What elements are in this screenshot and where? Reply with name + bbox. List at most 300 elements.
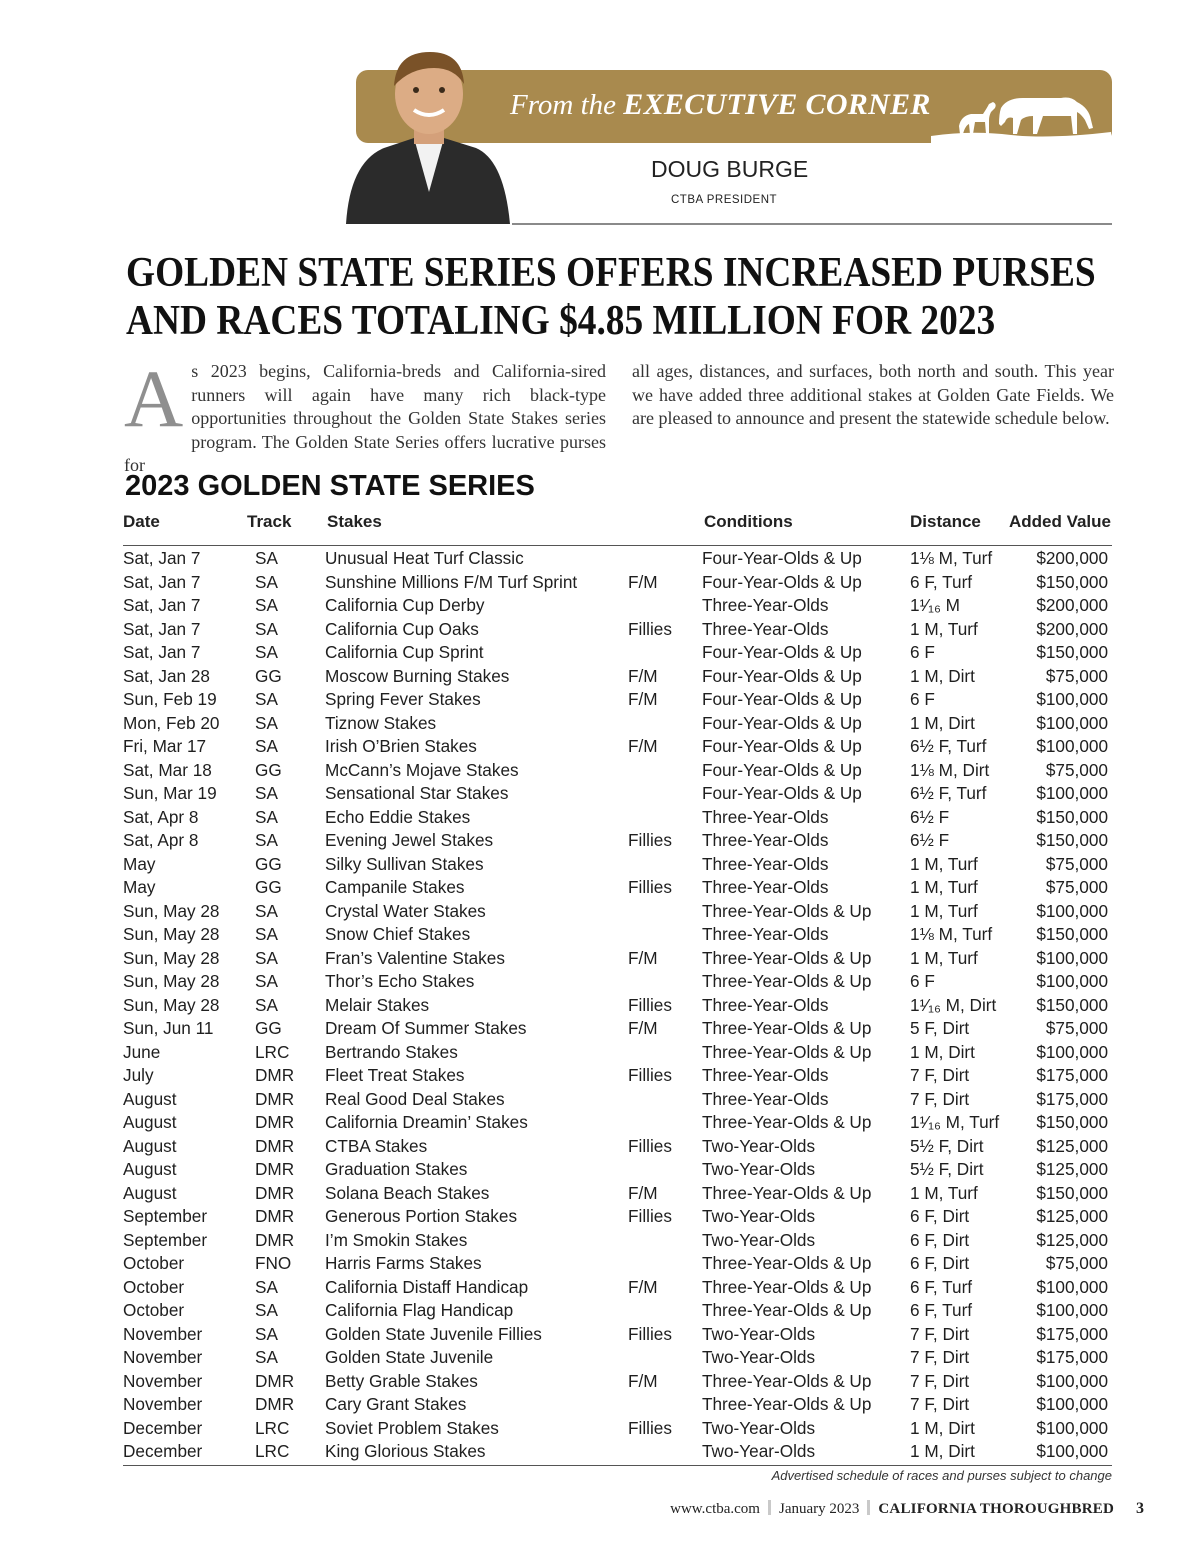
cell-stakes: Moscow Burning Stakes — [325, 665, 510, 686]
cell-track: LRC — [255, 1417, 290, 1438]
cell-stakes: Campanile Stakes — [325, 877, 465, 897]
cell-added-value: $125,000 — [1036, 1229, 1108, 1250]
cell-conditions: Two-Year-Olds — [702, 1417, 816, 1438]
cell-conditions: Four-Year-Olds & Up — [702, 783, 862, 803]
cell-track: SA — [255, 571, 278, 592]
cell-stakes: Real Good Deal Stakes — [325, 1088, 505, 1109]
cell-date: November — [123, 1394, 203, 1414]
cell-sex: Fillies — [628, 1135, 672, 1156]
table-row — [123, 1229, 1112, 1253]
cell-distance: 5½ F, Dirt — [910, 1135, 984, 1156]
cell-date: Sat, Jan 7 — [123, 571, 201, 592]
article-headline — [126, 249, 1096, 345]
cell-conditions: Three-Year-Olds — [702, 830, 829, 850]
cell-distance: 1⅛ M, Dirt — [910, 759, 990, 780]
cell-stakes: Graduation Stakes — [325, 1159, 468, 1179]
cell-date: Mon, Feb 20 — [123, 712, 220, 733]
header-rule — [123, 545, 1112, 546]
table-row — [123, 1088, 1112, 1112]
cell-date: Sat, Jan 28 — [123, 665, 210, 686]
cell-stakes: California Cup Oaks — [325, 618, 479, 639]
cell-stakes: King Glorious Stakes — [325, 1441, 486, 1461]
author-name: DOUG BURGE — [651, 156, 809, 182]
header-date: Date — [123, 512, 160, 531]
table-row — [123, 571, 1112, 595]
cell-track: LRC — [255, 1441, 290, 1461]
author-role: CTBA PRESIDENT — [671, 194, 778, 206]
header-stakes: Stakes — [327, 512, 382, 531]
cell-added-value: $100,000 — [1036, 1441, 1108, 1461]
cell-stakes: Echo Eddie Stakes — [325, 806, 471, 827]
table-row — [123, 547, 1112, 571]
cell-track: SA — [255, 736, 278, 756]
cell-added-value: $175,000 — [1036, 1065, 1108, 1085]
cell-stakes: Sensational Star Stakes — [325, 783, 509, 803]
cell-distance: 6½ F, Turf — [910, 783, 987, 803]
cell-sex: F/M — [628, 947, 658, 968]
cell-distance: 5 F, Dirt — [910, 1018, 970, 1038]
cell-conditions: Three-Year-Olds & Up — [702, 1370, 872, 1391]
table-row — [123, 1205, 1112, 1229]
cell-track: SA — [255, 783, 278, 803]
header-divider — [512, 223, 1112, 225]
cell-track: SA — [255, 642, 278, 662]
cell-conditions: Three-Year-Olds & Up — [702, 1182, 872, 1203]
table-row — [123, 947, 1112, 971]
cell-sex: F/M — [628, 736, 658, 756]
cell-added-value: $75,000 — [1045, 1253, 1108, 1273]
table-row — [123, 1323, 1112, 1347]
cell-stakes: Golden State Juvenile — [325, 1347, 494, 1367]
table-row — [123, 759, 1112, 783]
cell-added-value: $100,000 — [1036, 1394, 1108, 1414]
cell-conditions: Four-Year-Olds & Up — [702, 759, 862, 780]
table-row — [123, 1041, 1112, 1065]
cell-conditions: Three-Year-Olds & Up — [702, 1300, 872, 1320]
cell-track: DMR — [255, 1159, 295, 1179]
table-row — [123, 1440, 1112, 1464]
headline-line-1: GOLDEN STATE SERIES OFFERS INCREASED PURSES — [126, 250, 1096, 296]
cell-track: SA — [255, 1276, 278, 1297]
cell-added-value: $175,000 — [1036, 1088, 1108, 1109]
cell-stakes: McCann’s Mojave Stakes — [325, 759, 519, 780]
cell-track: DMR — [255, 1112, 295, 1132]
cell-conditions: Four-Year-Olds & Up — [702, 571, 862, 592]
cell-stakes: Betty Grable Stakes — [325, 1370, 478, 1391]
banner-title — [510, 88, 931, 122]
table-row — [123, 688, 1112, 712]
cell-distance: 1 M, Turf — [910, 618, 978, 639]
cell-distance: 1¹⁄₁₆ M, Dirt — [910, 994, 997, 1015]
page-number: 3 — [1136, 1500, 1144, 1517]
cell-conditions: Two-Year-Olds — [702, 1135, 816, 1156]
cell-added-value: $75,000 — [1045, 1018, 1108, 1038]
cell-track: SA — [255, 548, 278, 568]
cell-track: GG — [255, 665, 282, 686]
cell-sex: Fillies — [628, 1323, 672, 1344]
cell-distance: 7 F, Dirt — [910, 1394, 970, 1414]
cell-added-value: $100,000 — [1036, 1417, 1108, 1438]
table-row — [123, 1111, 1112, 1135]
cell-added-value: $100,000 — [1036, 1300, 1108, 1320]
table-row — [123, 853, 1112, 877]
cell-conditions: Three-Year-Olds — [702, 1065, 829, 1085]
cell-distance: 1¹⁄₁₆ M — [910, 595, 960, 615]
cell-added-value: $150,000 — [1036, 1182, 1108, 1203]
cell-conditions: Three-Year-Olds & Up — [702, 1041, 872, 1062]
table-row — [123, 994, 1112, 1018]
drop-cap: A — [124, 353, 184, 444]
table-row — [123, 1135, 1112, 1159]
table-row — [123, 1252, 1112, 1276]
cell-track: DMR — [255, 1206, 295, 1226]
cell-date: December — [123, 1441, 203, 1461]
cell-added-value: $75,000 — [1045, 759, 1108, 780]
cell-added-value: $100,000 — [1036, 736, 1108, 756]
cell-track: SA — [255, 900, 278, 921]
cell-added-value: $100,000 — [1036, 689, 1108, 709]
cell-added-value: $150,000 — [1036, 994, 1108, 1015]
cell-conditions: Three-Year-Olds — [702, 994, 829, 1015]
cell-distance: 1 M, Dirt — [910, 1041, 975, 1062]
cell-conditions: Four-Year-Olds & Up — [702, 712, 862, 733]
cell-date: Sun, May 28 — [123, 994, 220, 1015]
cell-date: August — [123, 1159, 177, 1179]
cell-track: SA — [255, 830, 278, 850]
cell-added-value: $150,000 — [1036, 571, 1108, 592]
cell-conditions: Three-Year-Olds — [702, 618, 829, 639]
cell-track: SA — [255, 947, 278, 968]
cell-conditions: Three-Year-Olds — [702, 853, 829, 874]
cell-track: FNO — [255, 1253, 292, 1273]
cell-date: Sat, Jan 7 — [123, 618, 201, 639]
cell-distance: 7 F, Dirt — [910, 1088, 970, 1109]
cell-date: May — [123, 877, 156, 897]
cell-stakes: Bertrando Stakes — [325, 1041, 458, 1062]
table-row — [123, 665, 1112, 689]
headline-line-2: AND RACES TOTALING $4.85 MILLION FOR 2023 — [126, 298, 996, 344]
footer-publication: CALIFORNIA THOROUGHBRED — [878, 1501, 1114, 1517]
cell-stakes: Cary Grant Stakes — [325, 1394, 467, 1414]
cell-sex: F/M — [628, 1018, 658, 1038]
cell-distance: 1 M, Turf — [910, 877, 978, 897]
cell-stakes: Soviet Problem Stakes — [325, 1417, 499, 1438]
cell-conditions: Four-Year-Olds & Up — [702, 665, 862, 686]
cell-stakes: Golden State Juvenile Fillies — [325, 1323, 542, 1344]
cell-stakes: Snow Chief Stakes — [325, 924, 471, 944]
cell-sex: Fillies — [628, 618, 672, 639]
cell-distance: 1 M, Dirt — [910, 712, 975, 733]
cell-conditions: Four-Year-Olds & Up — [702, 689, 862, 709]
cell-track: LRC — [255, 1041, 290, 1062]
table-row — [123, 970, 1112, 994]
cell-distance: 1 M, Turf — [910, 853, 978, 874]
cell-distance: 6½ F, Turf — [910, 736, 987, 756]
header-track: Track — [247, 512, 292, 531]
cell-added-value: $150,000 — [1036, 806, 1108, 827]
table-row — [123, 594, 1112, 618]
cell-track: SA — [255, 595, 278, 615]
cell-date: Sat, Jan 7 — [123, 548, 201, 568]
cell-date: Sun, May 28 — [123, 947, 220, 968]
portrait-photo — [344, 42, 514, 224]
cell-stakes: California Dreamin’ Stakes — [325, 1112, 528, 1132]
cell-stakes: Solana Beach Stakes — [325, 1182, 490, 1203]
cell-stakes: Dream Of Summer Stakes — [325, 1018, 527, 1038]
cell-track: DMR — [255, 1370, 295, 1391]
table-row — [123, 1417, 1112, 1441]
cell-distance: 1 M, Turf — [910, 900, 978, 921]
cell-conditions: Three-Year-Olds & Up — [702, 1394, 872, 1414]
cell-date: Sun, Jun 11 — [123, 1018, 214, 1038]
header-conditions: Conditions — [704, 512, 793, 531]
table-row — [123, 1276, 1112, 1300]
cell-distance: 6 F — [910, 971, 935, 991]
cell-distance: 6 F — [910, 642, 935, 662]
table-row — [123, 876, 1112, 900]
cell-conditions: Three-Year-Olds — [702, 1088, 829, 1109]
cell-conditions: Three-Year-Olds — [702, 806, 829, 827]
cell-added-value: $125,000 — [1036, 1159, 1108, 1179]
table-row — [123, 735, 1112, 759]
cell-conditions: Three-Year-Olds & Up — [702, 971, 872, 991]
cell-stakes: Fleet Treat Stakes — [325, 1065, 465, 1085]
banner-heading: EXECUTIVE CORNER — [623, 88, 931, 121]
cell-added-value: $100,000 — [1036, 712, 1108, 733]
cell-added-value: $150,000 — [1036, 642, 1108, 662]
cell-stakes: California Cup Derby — [325, 595, 485, 615]
cell-track: GG — [255, 1018, 282, 1038]
cell-distance: 1⅛ M, Turf — [910, 924, 993, 944]
cell-date: Fri, Mar 17 — [123, 736, 207, 756]
cell-conditions: Four-Year-Olds & Up — [702, 642, 862, 662]
table-row — [123, 1017, 1112, 1041]
cell-date: Sun, May 28 — [123, 924, 220, 944]
cell-track: DMR — [255, 1135, 295, 1156]
cell-track: SA — [255, 924, 278, 944]
cell-stakes: Evening Jewel Stakes — [325, 830, 494, 850]
cell-conditions: Four-Year-Olds & Up — [702, 736, 862, 756]
cell-conditions: Three-Year-Olds & Up — [702, 900, 872, 921]
cell-date: Sat, Jan 7 — [123, 642, 201, 662]
cell-track: GG — [255, 877, 282, 897]
schedule-footnote: Advertised schedule of races and purses subject to change — [771, 1468, 1112, 1483]
cell-distance: 1 M, Turf — [910, 1182, 978, 1203]
table-row — [123, 923, 1112, 947]
cell-conditions: Three-Year-Olds — [702, 595, 829, 615]
cell-distance: 6½ F — [910, 830, 950, 850]
cell-date: July — [123, 1065, 154, 1085]
cell-date: November — [123, 1370, 203, 1391]
cell-stakes: Fran’s Valentine Stakes — [325, 947, 505, 968]
cell-distance: 6½ F — [910, 806, 950, 827]
table-row — [123, 1064, 1112, 1088]
footer-separator — [768, 1500, 771, 1515]
cell-stakes: I’m Smokin Stakes — [325, 1229, 468, 1250]
intro-paragraph-right: all ages, distances, and surfaces, both north and south. This year we have added three additional stakes at Golden Gate Fields. We are pleased to announce and present the statewide schedule below. — [632, 361, 1114, 429]
cell-distance: 1¹⁄₁₆ M, Turf — [910, 1112, 1000, 1132]
cell-date: May — [123, 853, 156, 874]
schedule-rows — [123, 547, 1112, 1464]
cell-sex: Fillies — [628, 1065, 672, 1085]
cell-track: GG — [255, 759, 282, 780]
cell-distance: 1 M, Dirt — [910, 1441, 975, 1461]
cell-added-value: $100,000 — [1036, 971, 1108, 991]
footer-website[interactable]: www.ctba.com — [670, 1501, 760, 1517]
cell-added-value: $200,000 — [1036, 595, 1108, 615]
cell-distance: 6 F, Dirt — [910, 1206, 970, 1226]
cell-conditions: Three-Year-Olds & Up — [702, 1018, 872, 1038]
cell-stakes: Generous Portion Stakes — [325, 1206, 518, 1226]
cell-date: Sat, Apr 8 — [123, 830, 199, 850]
table-row — [123, 829, 1112, 853]
cell-added-value: $150,000 — [1036, 1112, 1108, 1132]
cell-stakes: California Flag Handicap — [325, 1300, 514, 1320]
table-header — [123, 512, 1112, 536]
cell-date: Sun, Feb 19 — [123, 689, 217, 709]
banner-prefix: From the — [510, 89, 617, 121]
cell-added-value: $150,000 — [1036, 924, 1108, 944]
cell-stakes: Unusual Heat Turf Classic — [325, 548, 524, 568]
cell-stakes: Crystal Water Stakes — [325, 900, 486, 921]
cell-conditions: Three-Year-Olds & Up — [702, 947, 872, 968]
cell-date: August — [123, 1112, 177, 1132]
table-row — [123, 900, 1112, 924]
cell-sex: Fillies — [628, 830, 672, 850]
table-row — [123, 806, 1112, 830]
cell-added-value: $100,000 — [1036, 947, 1108, 968]
cell-track: SA — [255, 689, 278, 709]
cell-added-value: $150,000 — [1036, 830, 1108, 850]
cell-sex: F/M — [628, 1276, 658, 1297]
cell-distance: 7 F, Dirt — [910, 1323, 970, 1344]
cell-distance: 1 M, Turf — [910, 947, 978, 968]
cell-conditions: Two-Year-Olds — [702, 1229, 816, 1250]
cell-distance: 7 F, Dirt — [910, 1370, 970, 1391]
cell-stakes: Thor’s Echo Stakes — [325, 971, 475, 991]
cell-added-value: $175,000 — [1036, 1347, 1108, 1367]
cell-stakes: Harris Farms Stakes — [325, 1253, 482, 1273]
cell-distance: 6 F, Turf — [910, 1276, 973, 1297]
header-added-value: Added Value — [1008, 512, 1111, 531]
table-row — [123, 1299, 1112, 1323]
table-row — [123, 712, 1112, 736]
cell-conditions: Two-Year-Olds — [702, 1206, 816, 1226]
cell-distance: 7 F, Dirt — [910, 1347, 970, 1367]
cell-date: Sat, Apr 8 — [123, 806, 199, 827]
cell-conditions: Three-Year-Olds & Up — [702, 1112, 872, 1132]
cell-date: Sat, Jan 7 — [123, 595, 201, 615]
footer-separator — [867, 1500, 870, 1515]
cell-stakes: Sunshine Millions F/M Turf Sprint — [325, 571, 578, 592]
cell-track: SA — [255, 971, 278, 991]
cell-stakes: Silky Sullivan Stakes — [325, 853, 484, 874]
cell-date: December — [123, 1417, 203, 1438]
cell-track: GG — [255, 853, 282, 874]
cell-conditions: Three-Year-Olds & Up — [702, 1276, 872, 1297]
cell-distance: 1⅛ M, Turf — [910, 548, 993, 568]
cell-stakes: Melair Stakes — [325, 994, 430, 1015]
cell-added-value: $125,000 — [1036, 1135, 1108, 1156]
cell-date: September — [123, 1206, 208, 1226]
cell-stakes: Spring Fever Stakes — [325, 689, 481, 709]
table-row — [123, 1370, 1112, 1394]
cell-date: November — [123, 1347, 203, 1367]
cell-distance: 6 F, Dirt — [910, 1229, 970, 1250]
cell-track: DMR — [255, 1182, 295, 1203]
cell-added-value: $100,000 — [1036, 900, 1108, 921]
cell-added-value: $100,000 — [1036, 1370, 1108, 1391]
cell-stakes: California Distaff Handicap — [325, 1276, 529, 1297]
cell-sex: F/M — [628, 689, 658, 709]
cell-track: SA — [255, 1300, 278, 1320]
cell-conditions: Two-Year-Olds — [702, 1323, 816, 1344]
cell-track: SA — [255, 618, 278, 639]
cell-date: August — [123, 1088, 177, 1109]
page-footer — [670, 1500, 1144, 1518]
table-row — [123, 782, 1112, 806]
cell-added-value: $125,000 — [1036, 1206, 1108, 1226]
cell-sex: F/M — [628, 665, 658, 686]
cell-conditions: Two-Year-Olds — [702, 1441, 816, 1461]
cell-added-value: $200,000 — [1036, 548, 1108, 568]
cell-distance: 7 F, Dirt — [910, 1065, 970, 1085]
cell-distance: 1 M, Dirt — [910, 1417, 975, 1438]
schedule-title: 2023 GOLDEN STATE SERIES — [125, 470, 535, 502]
cell-added-value: $100,000 — [1036, 783, 1108, 803]
table-row — [123, 1158, 1112, 1182]
table-row — [123, 641, 1112, 665]
cell-conditions: Two-Year-Olds — [702, 1159, 816, 1179]
cell-conditions: Two-Year-Olds — [702, 1347, 816, 1367]
cell-sex: F/M — [628, 1182, 658, 1203]
cell-track: SA — [255, 1347, 278, 1367]
cell-date: Sat, Mar 18 — [123, 759, 212, 780]
cell-track: SA — [255, 994, 278, 1015]
cell-sex: F/M — [628, 1370, 658, 1391]
cell-stakes: Irish O’Brien Stakes — [325, 736, 477, 756]
cell-date: June — [123, 1041, 161, 1062]
cell-distance: 6 F — [910, 689, 935, 709]
cell-track: DMR — [255, 1229, 295, 1250]
cell-date: Sun, Mar 19 — [123, 783, 217, 803]
cell-conditions: Three-Year-Olds — [702, 877, 829, 897]
cell-added-value: $75,000 — [1045, 853, 1108, 874]
cell-date: October — [123, 1276, 185, 1297]
cell-conditions: Three-Year-Olds — [702, 924, 829, 944]
cell-added-value: $75,000 — [1045, 665, 1108, 686]
cell-track: DMR — [255, 1065, 295, 1085]
intro-column-right — [632, 360, 1114, 431]
cell-added-value: $175,000 — [1036, 1323, 1108, 1344]
table-row — [123, 1393, 1112, 1417]
cell-sex: Fillies — [628, 1417, 672, 1438]
cell-distance: 6 F, Dirt — [910, 1253, 970, 1273]
cell-date: November — [123, 1323, 203, 1344]
cell-track: SA — [255, 712, 278, 733]
cell-added-value: $100,000 — [1036, 1276, 1108, 1297]
cell-date: August — [123, 1135, 177, 1156]
cell-distance: 5½ F, Dirt — [910, 1159, 984, 1179]
cell-stakes: CTBA Stakes — [325, 1135, 428, 1156]
cell-added-value: $100,000 — [1036, 1041, 1108, 1062]
cell-date: Sun, May 28 — [123, 971, 220, 991]
intro-paragraph-left: s 2023 begins, California-breds and California-sired runners will again have many rich black-type opportunities throughout the Golden State Stakes series program. The Golden State Series offers lucrative purses for — [124, 361, 606, 476]
cell-sex: Fillies — [628, 994, 672, 1015]
cell-date: September — [123, 1229, 208, 1250]
cell-sex: F/M — [628, 571, 658, 592]
cell-added-value: $75,000 — [1045, 877, 1108, 897]
